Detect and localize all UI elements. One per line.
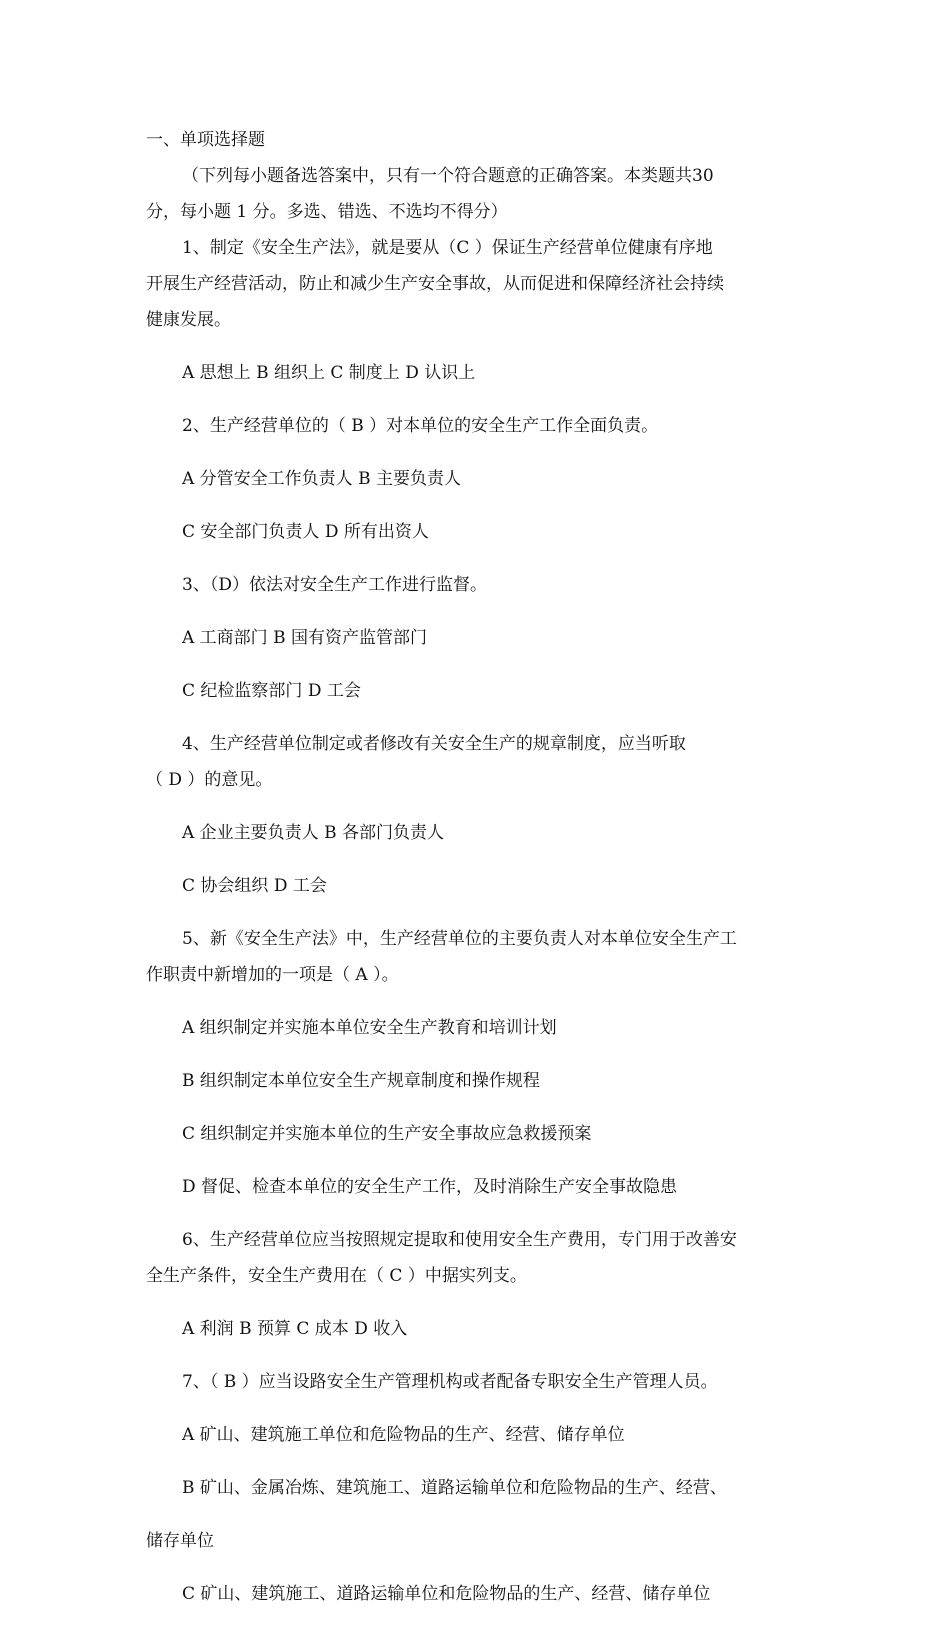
question-text: 5、新《安全生产法》中，生产经营单位的主要负责人对本单位安全生产工 [182,929,737,949]
question-4 [146,726,810,904]
question-text: 2、生产经营单位的（ B ）对本单位的安全生产工作全面负责。 [182,416,659,436]
answer-option: A 矿山、建筑施工单位和危险物品的生产、经营、储存单位 [182,1425,625,1445]
question-text: 3、（D）依法对安全生产工作进行监督。 [182,575,487,595]
question-text: 4、生产经营单位制定或者修改有关安全生产的规章制度，应当听取 [182,734,686,754]
answer-option: C 矿山、建筑施工、道路运输单位和危险物品的生产、经营、储存单位 [182,1584,711,1604]
question-text: 7、（ B ）应当设路安全生产管理机构或者配备专职安全生产管理人员。 [182,1372,718,1392]
question-3 [146,567,810,709]
question-2 [146,408,810,550]
question-text: 作职责中新增加的一项是（ A ）。 [146,965,399,985]
answer-options: C 纪检监察部门 D 工会 [182,681,361,701]
question-5 [146,921,810,1205]
answer-options: A 工商部门 B 国有资产监管部门 [182,628,427,648]
answer-option: D 督促、检查本单位的安全生产工作，及时消除生产安全事故隐患 [182,1177,678,1197]
instructions-line-2: 分，每小题 1 分。多选、错选、不选均不得分） [146,202,508,222]
question-text: 1、制定《安全生产法》，就是要从（C ）保证生产经营单位健康有序地 [182,238,713,258]
question-7 [146,1364,810,1612]
section-title: 一、单项选择题 [146,130,265,150]
answer-options: A 分管安全工作负责人 B 主要负责人 [182,469,461,489]
question-text: 健康发展。 [146,310,231,330]
answer-option: B 组织制定本单位安全生产规章制度和操作规程 [182,1071,540,1091]
answer-option: C 组织制定并实施本单位的生产安全事故应急救援预案 [182,1124,592,1144]
question-text: 6、生产经营单位应当按照规定提取和使用安全生产费用，专门用于改善安 [182,1230,737,1250]
instructions-line-1: （下列每小题备选答案中，只有一个符合题意的正确答案。本类题共30 [182,166,714,186]
question-text: 开展生产经营活动，防止和减少生产安全事故，从而促进和保障经济社会持续 [146,274,724,294]
question-1 [146,230,810,391]
question-6 [146,1222,810,1347]
answer-options: C 安全部门负责人 D 所有出资人 [182,522,429,542]
answer-options: A 企业主要负责人 B 各部门负责人 [182,823,444,843]
answer-options: C 协会组织 D 工会 [182,876,327,896]
answer-option-continued: 储存单位 [146,1531,214,1551]
answer-options: A 思想上 B 组织上 C 制度上 D 认识上 [182,363,476,383]
answer-options: A 利润 B 预算 C 成本 D 收入 [182,1319,408,1339]
answer-option: A 组织制定并实施本单位安全生产教育和培训计划 [182,1018,557,1038]
question-text: 全生产条件，安全生产费用在（ C ）中据实列支。 [146,1266,527,1286]
question-text: （ D ）的意见。 [146,770,273,790]
answer-option: B 矿山、金属冶炼、建筑施工、道路运输单位和危险物品的生产、经营、 [182,1478,727,1498]
document-page [146,122,810,1629]
